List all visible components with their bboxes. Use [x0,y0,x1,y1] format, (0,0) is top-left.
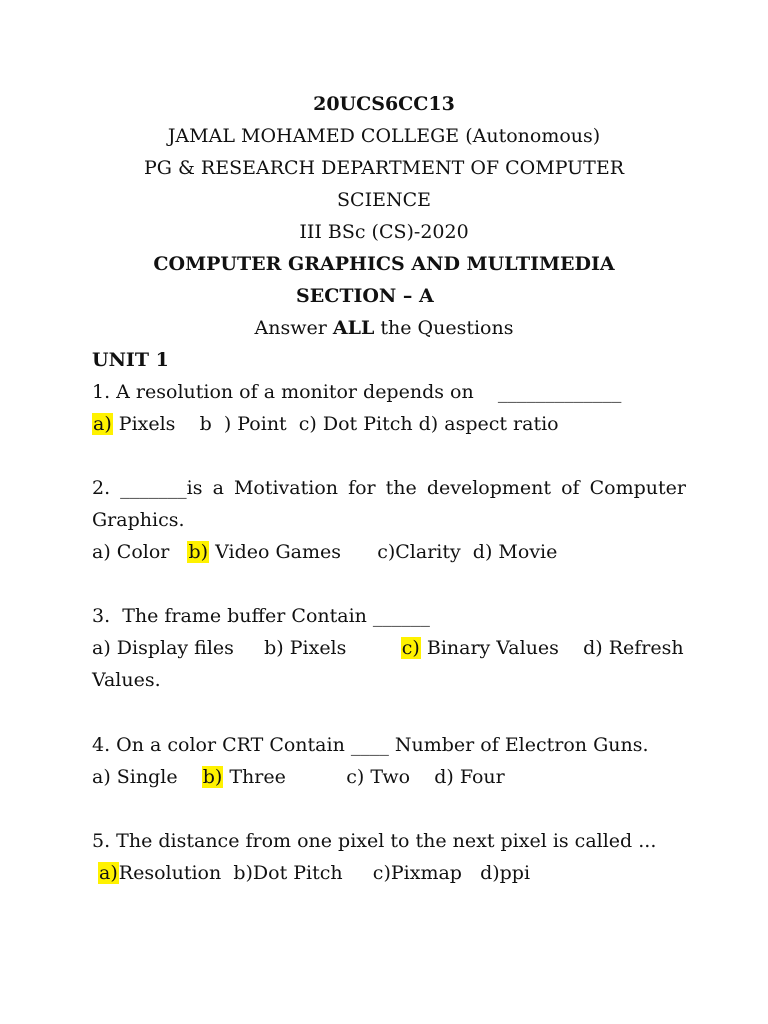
answer-highlight: c) [401,637,420,659]
answer-highlight: b) [202,766,223,788]
answer-highlight: b) [188,541,209,563]
options-pre: a) Single [92,766,202,788]
question-4: 4. On a color CRT Contain ____ Number of Electron Guns. [92,734,649,756]
question-3: 3. The frame buffer Contain ______ [92,605,430,627]
question-4-options [92,761,686,793]
question-5-options [92,857,686,889]
options-text: Binary Values d) Refresh [420,637,684,659]
question-1: 1. A resolution of a monitor depends on _____________ [92,381,622,403]
options-text: Video Games c)Clarity d) Movie [209,541,558,563]
answer-highlight: a) [93,413,112,435]
question-2-options [92,536,686,568]
course-code: 20UCS6CC13 [313,93,455,115]
options-text: Resolution b)Dot Pitch c)Pixmap d)ppi [118,862,531,884]
instruction [0,312,768,344]
section-title: SECTION – A [296,285,434,307]
subject-title: COMPUTER GRAPHICS AND MULTIMEDIA [153,253,615,275]
instruction-post: the Questions [374,317,514,339]
question-3-options [92,632,686,664]
department-line-2: SCIENCE [337,189,431,211]
unit-heading: UNIT 1 [92,349,169,371]
options-pre: a) Display files b) Pixels [92,637,401,659]
question-2-line-1: 2. _______is a Motivation for the development of Computer [92,477,686,499]
question-2-line-2: Graphics. [92,509,185,531]
instruction-all: ALL [332,317,375,339]
options-text: Three c) Two d) Four [223,766,505,788]
question-1-options [92,408,686,440]
answer-highlight: a) [99,862,118,884]
options-text: Pixels b ) Point c) Dot Pitch d) aspect ratio [112,413,559,435]
instruction-pre: Answer [254,317,333,339]
options-pre: a) Color [92,541,188,563]
class-label: III BSc (CS)-2020 [299,221,469,243]
department-line-1: PG & RESEARCH DEPARTMENT OF COMPUTER [143,157,625,179]
question-3-options-cont: Values. [92,669,161,691]
college-name: JAMAL MOHAMED COLLEGE (Autonomous) [167,125,601,147]
question-5: 5. The distance from one pixel to the next pixel is called ... [92,830,657,852]
